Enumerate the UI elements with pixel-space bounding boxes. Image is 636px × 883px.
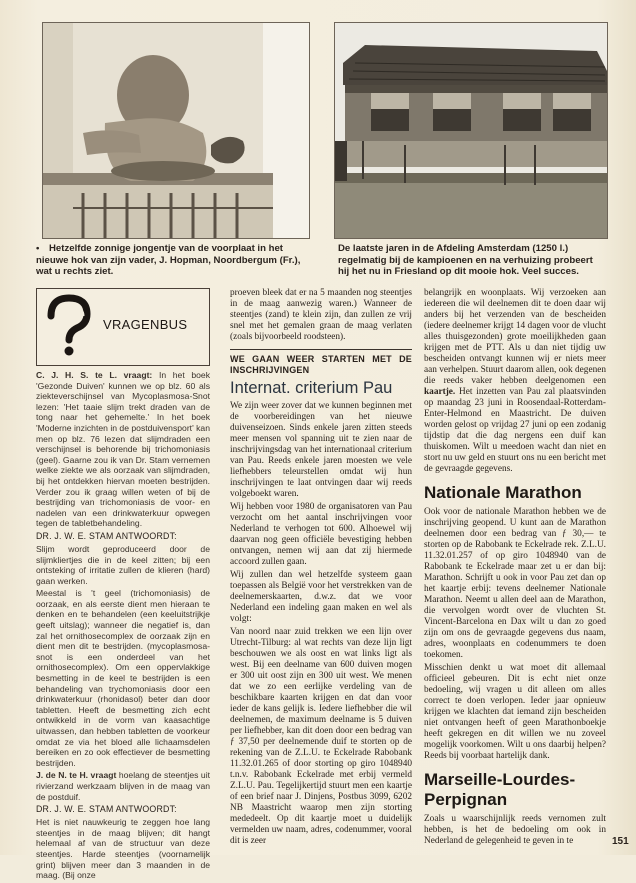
pau-continued-bold: kaartje. (424, 387, 456, 397)
answer-2-heading: DR. J. W. E. STAM ANTWOORDT: (36, 804, 177, 815)
vragenbus-logo-box (36, 288, 210, 366)
question-2-text: hoelang de steentjes uit rivierzand werkzaam blijven in de maag van de postduif. (36, 770, 211, 802)
pigeon-loft-illustration (335, 23, 607, 238)
photo-pigeon-loft (334, 22, 608, 239)
answer-1-heading: DR. J. W. E. STAM ANTWOORDT: (36, 530, 177, 541)
pau-continued-text: belangrijk en woonplaats. Wij verzoeken aan iedereen die wil deelnemen dit te doen daar wij anders bij het verzenden van de bescheiden (iedere deelnemer krijgt 14 dagen voor de vlucht alles thuisgezonden) grote moeilijkheden gaan krijgen met de PTT. Als u dan niet tijdig uw bescheiden ontvangt kunnen wij er niets meer aan verhelpen. Stuurt daarom allen, ook degenen die reeds vaker hebben deelgenomen een (424, 288, 606, 386)
section-kicker: WE GAAN WEER STARTEN MET DE INSCHRIJVINGEN (230, 354, 412, 375)
vragenbus-continued-text: proeven bleek dat er na 5 maanden nog steentjes in de maag aanwezig waren.) Wanneer de steentjes (zand) te klein zijn, dan zullen ze vrij snel met het gemalen graan de maag verlaten (zoals bijvoorbeeld roodsteen). (230, 288, 412, 342)
question-1-label: C. J. H. S. te L. vraagt: (36, 370, 153, 380)
answer-1-text-2: Meestal is 't geel (trichomoniasis) de oorzaak, en als eerste dient men hieraan te denken en te behandelen (een keeluitstrijkje geeft uitslag); wanneer die negatief is, dan zal het ornithosecomplex de oorzaak zijn en dient men dit te bestrijden. (mycoplasmosa-snot is een onderdeel van het ornithosecomplex). Om een oppervlakkige besmetting in de keel te bestrijden is een behandeling van trychomoniasis door een drinkwaterkuur (rhonidasol) beter dan door tabletten. Heeft de besmetting zich echt ontwikkeld in de vorm van kaasachtige uitwassen, dan hebben tabletten de voorkeur omdat ze via het bloed alle lichaamsdelen bereiken en zo ook effectiever de besmetting bestrijden. (36, 588, 210, 768)
pau-paragraph-4: Van noord naar zuid trekken we een lijn over Utrecht-Tilburg: al wat rechts van deze lijn ligt beschouwen we als oost en wat links ligt als west. Bij een deelname van 600 duiven mogen er 300 uit oost zijn en 300 uit west. We menen dat we zo een eerlijke verdeling van de beschikbare kaarten krijgen en dat dan voor ieder de kans gelijk is. Iedere liefhebber die wil deelnemen, de maximum deelname is 5 duiven per liefhebber, kan dit doen door een bedrag van ƒ 37,50 per deelnemende duif te storten op de rekening van de Z.L.U. te Eckelrade Rabobank 11.32.01.265 of door storting op giro 1048940 t.n.v. Rabobank Eckelrade met erbij vermeld Z.L.U. Pau. Tegelijkertijd stuurt men een kaartje of een brief naar J. Dinjens, Postbus 3099, 6202 NB Maastricht waarop men zijn storting mededeelt. Op dit kaartje moet u duidelijk vermelden uw naam, adres, codenummer, vooral dit is zeer (230, 627, 412, 846)
section-divider (230, 349, 412, 350)
photo-caption-right (338, 243, 606, 278)
marathon-paragraph-2: Misschien denkt u wat moet dit allemaal officieel gebeuren. Dit is echt niet onze bedoeling, wij vragen u dit alleen om alles correct te doen verlopen. Ieder jaar opnieuw krijgen we klachten dat iemand zijn bescheiden niet ontvangen heeft of geen Marathonboekje heeft gekregen en dit willen we nu zoveel mogelijk voorkomen. Wilt u ons daarbij helpen? Reeds bij voorbaat hartelijk dank. (424, 663, 606, 761)
question-1-text: In het boek 'Gezonde Duiven' kunnen we op blz. 60 als ziekteverschijnsel van Mycoplasmosa-Snot lezen: 'Het taaie slijm trekt draden van de tong naar het gehemelte.' In het boek 'Moderne inzichten in de postduivensport' kan men op blz. 76 lezen dat slijmdraden een verschijnsel is behorende bij trichomoniasis (geel). Gaarne zou ik van Dr. Stam vernemen welke ziekte we als oorzaak van slijmdraden, bij het ontdekken hiervan moeten bestrijden. Verder zou ik graag willen weten of bij de bestrijding van trichomoniasis de voor- en nadelen van een drinkwaterkuur opwegen tegen de tabletbehandeling. (36, 370, 210, 529)
answer-1-text: Slijm wordt geproduceerd door de slijmkliertjes die in de keel zitten; bij een ontsteking of irritatie zullen de klieren (hard) gaan werken. (36, 543, 210, 586)
pau-headline: Internat. criterium Pau (230, 379, 393, 397)
photo-boy-in-loft (42, 22, 310, 239)
boy-in-loft-illustration (43, 23, 309, 238)
photo-caption-left (36, 243, 308, 278)
column-pau (230, 288, 412, 849)
pau-continued-paragraph (424, 288, 606, 475)
pau-paragraph-2: Wij hebben voor 1980 de organisatoren van Pau verzocht om het aantal inschrijvingen voor Nederland te verhogen tot 600. Alhoewel wij daarvan nog geen officiële bevestiging hebben ontvangen, nemen wij aan dat zij hiermede accoord zullen gaan. (230, 502, 412, 567)
vragenbus-title: VRAGENBUS (103, 317, 188, 332)
column-marathon (424, 288, 606, 849)
caption-left-text: Hetzelfde zonnige jongentje van de voorplaat in het nieuwe hok van zijn vader, J. Hopman, Noordbergum (Fr.), wat u rechts ziet. (36, 243, 301, 277)
marathon-headline: Nationale Marathon (424, 483, 582, 502)
caption-bullet: • (36, 243, 40, 254)
column-vragenbus (36, 288, 210, 883)
question-1 (36, 370, 210, 529)
marathon-paragraph-1: Ook voor de nationale Marathon hebben we de inschrijving geopend. U kunt aan de Marathon deelnemen door een bedrag van ƒ 30,— te storten op de Rabobank te Eckelrade rek. Z.L.U. 11.32.01.257 of op giro 1048940 van de Rabobank te Eckelrade maar zet u er dan bij: Marathon. Schrijft u ook in voor Pau zet dan op het kaartje erbij: tevens deelnemer Nationale Marathon. Neemt u allen deel aan de Marathon, die vervolgen wordt over de vluchten St. Vincent-Barcelona en Dax wilt u dan zo goed zijn om ons de gevraagde gegevens dus naam, adres, woonplaats en codenummers te doen toekomen. (424, 507, 606, 660)
question-2 (36, 770, 210, 802)
page-number: 151 (612, 836, 629, 847)
pau-paragraph-1: We zijn weer zover dat we kunnen beginnen met de voorbereidingen van het nieuwe duivenseizoen. Sinds enkele jaren zitten steeds meer mensen vol spanning uit te zien naar de inschrijvingsdag van het internationaal criterium van Pau. Reeds enkele jaren moesten we vele liefhebbers teleurstellen omdat wij hun inschrijvingen te laat ontvingen daar wij reeds volgeboekt waren. (230, 401, 412, 499)
marseille-paragraph-1: Zoals u waarschijnlijk reeds vernomen zult hebben, is het de bedoeling om ook in Nederland de gelegenheid te geven in te (424, 814, 606, 846)
question-2-label: J. de N. te H. vraagt (36, 770, 117, 781)
caption-right-text: De laatste jaren in de Afdeling Amsterdam (1250 l.) regelmatig bij de kampioenen en na verhuizing probeert hij het nu in Friesland op dit mooie hok. Veel succes. (338, 243, 593, 277)
pau-continued-rest: Het inzetten van Pau zal plaatsvinden op maandag 23 juni in Roosendaal-Rotterdam-Enter-Helmond en Maastricht. De duiven worden gelost op vrijdag 27 juni op een zodanig tijdstip dat die dag nergens een duif kan thuiskomen. Wilt u meedoen wacht dan niet en stort nu uw geld en stuurt ons nu een bericht met de gevraagde gegevens. (424, 387, 606, 474)
question-marks-icon (43, 294, 99, 358)
answer-2-text: Het is niet nauwkeurig te zeggen hoe lang steentjes in de maag blijven; dit hangt helemaal af van de structuur van deze steentjes. Harde steentjes (voornamelijk grint) blijven meer dan 3 maanden in de maag. (Bij onze (36, 817, 210, 881)
marseille-headline: Marseille-Lourdes-Perpignan (424, 770, 576, 809)
pau-paragraph-3: Wij zullen dan wel hetzelfde systeem gaan toepassen als België voor het verstrekken van de deelnemerskaarten, d.w.z. dat we voor Nederland een indeling gaan maken en wel als volgt: (230, 570, 412, 624)
